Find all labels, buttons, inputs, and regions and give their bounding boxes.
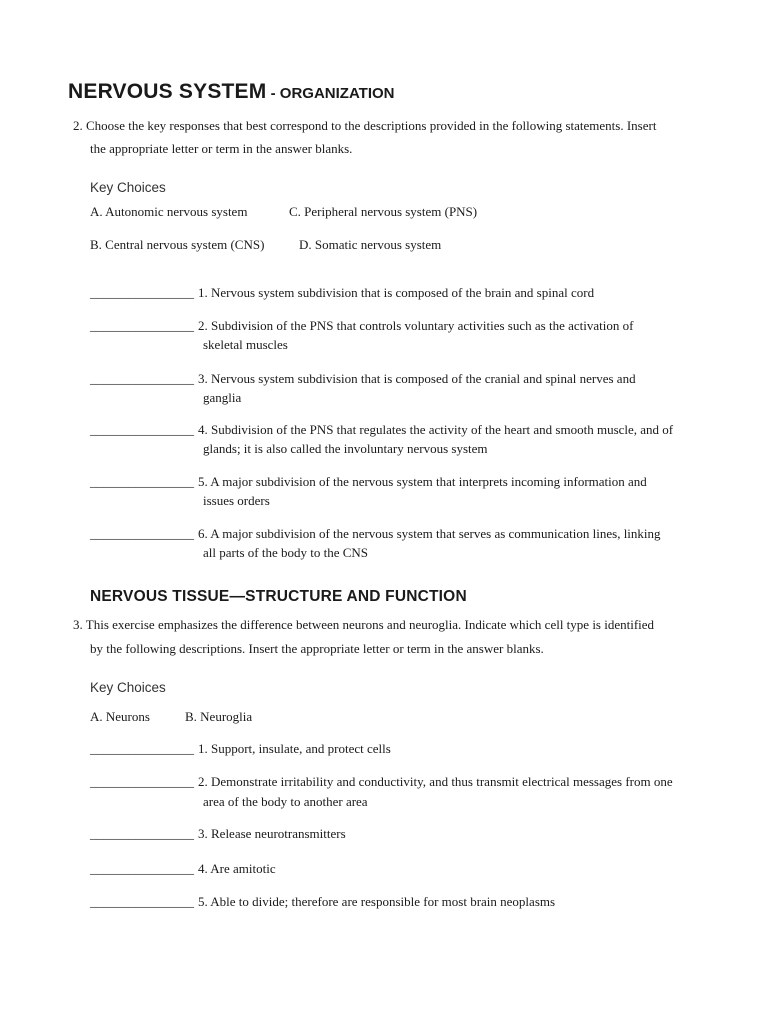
q2-item-4-text-cont: glands; it is also called the involuntary nervous system [203, 441, 488, 456]
answer-blank[interactable]: ________________ [90, 318, 194, 333]
q3-item-2-text: 2. Demonstrate irritability and conductivity, and thus transmit electrical messages from one [198, 774, 673, 789]
q3-choice-a: A. Neurons [90, 709, 150, 724]
answer-blank[interactable]: ________________ [90, 526, 194, 541]
section-title: NERVOUS TISSUE—STRUCTURE AND FUNCTION [90, 588, 467, 605]
q2-instruction-line2: the appropriate letter or term in the answer blanks. [90, 141, 353, 156]
title-main: NERVOUS SYSTEM [68, 80, 267, 103]
q2-item-4-text: 4. Subdivision of the PNS that regulates the activity of the heart and smooth muscle, and of [198, 422, 674, 437]
q3-key-choices-title: Key Choices [90, 680, 166, 695]
answer-blank[interactable]: ________________ [90, 285, 194, 300]
q2-item-3-text-cont: ganglia [203, 390, 242, 405]
title-sub: - ORGANIZATION [266, 85, 395, 102]
q2-choice-d: D. Somatic nervous system [299, 237, 442, 252]
q3-item-2-text-cont: area of the body to another area [203, 794, 368, 809]
q2-item-1-text: 1. Nervous system subdivision that is composed of the brain and spinal cord [198, 285, 595, 300]
answer-blank[interactable]: ________________ [90, 894, 194, 909]
answer-blank[interactable]: ________________ [90, 861, 194, 876]
q2-choice-c: C. Peripheral nervous system (PNS) [289, 204, 478, 219]
q2-item-5-text-cont: issues orders [203, 493, 270, 508]
q3-item-3-text: 3. Release neurotransmitters [198, 826, 346, 841]
q2-item-2-text: 2. Subdivision of the PNS that controls voluntary activities such as the activation of [198, 318, 634, 333]
answer-blank[interactable]: ________________ [90, 826, 194, 841]
answer-blank[interactable]: ________________ [90, 741, 194, 756]
q3-instruction-line2: by the following descriptions. Insert the appropriate letter or term in the answer blanks. [90, 641, 544, 656]
answer-blank[interactable]: ________________ [90, 474, 194, 489]
q3-item-5-text: 5. Able to divide; therefore are responsible for most brain neoplasms [198, 894, 556, 909]
q2-item-6-text: 6. A major subdivision of the nervous system that serves as communication lines, linking [198, 526, 661, 541]
answer-blank[interactable]: ________________ [90, 371, 194, 386]
page-title [68, 80, 395, 104]
answer-blank[interactable]: ________________ [90, 774, 194, 789]
q2-choice-b: B. Central nervous system (CNS) [90, 237, 265, 252]
q3-item-1-text: 1. Support, insulate, and protect cells [198, 741, 391, 756]
q2-key-choices-title: Key Choices [90, 180, 166, 195]
answer-blank[interactable]: ________________ [90, 422, 194, 437]
q2-item-2-text-cont: skeletal muscles [203, 337, 288, 352]
q2-item-3-text: 3. Nervous system subdivision that is composed of the cranial and spinal nerves and [198, 371, 636, 386]
q3-instruction-line1: 3. This exercise emphasizes the difference between neurons and neuroglia. Indicate which cell type is identified [73, 617, 655, 632]
q2-item-5-text: 5. A major subdivision of the nervous system that interprets incoming information and [198, 474, 647, 489]
q2-item-6-text-cont: all parts of the body to the CNS [203, 545, 369, 560]
q2-choice-a: A. Autonomic nervous system [90, 204, 248, 219]
q3-choice-b: B. Neuroglia [185, 709, 253, 724]
q2-instruction-line1: 2. Choose the key responses that best correspond to the descriptions provided in the following statements. Insert [73, 118, 657, 133]
q3-item-4-text: 4. Are amitotic [198, 861, 276, 876]
